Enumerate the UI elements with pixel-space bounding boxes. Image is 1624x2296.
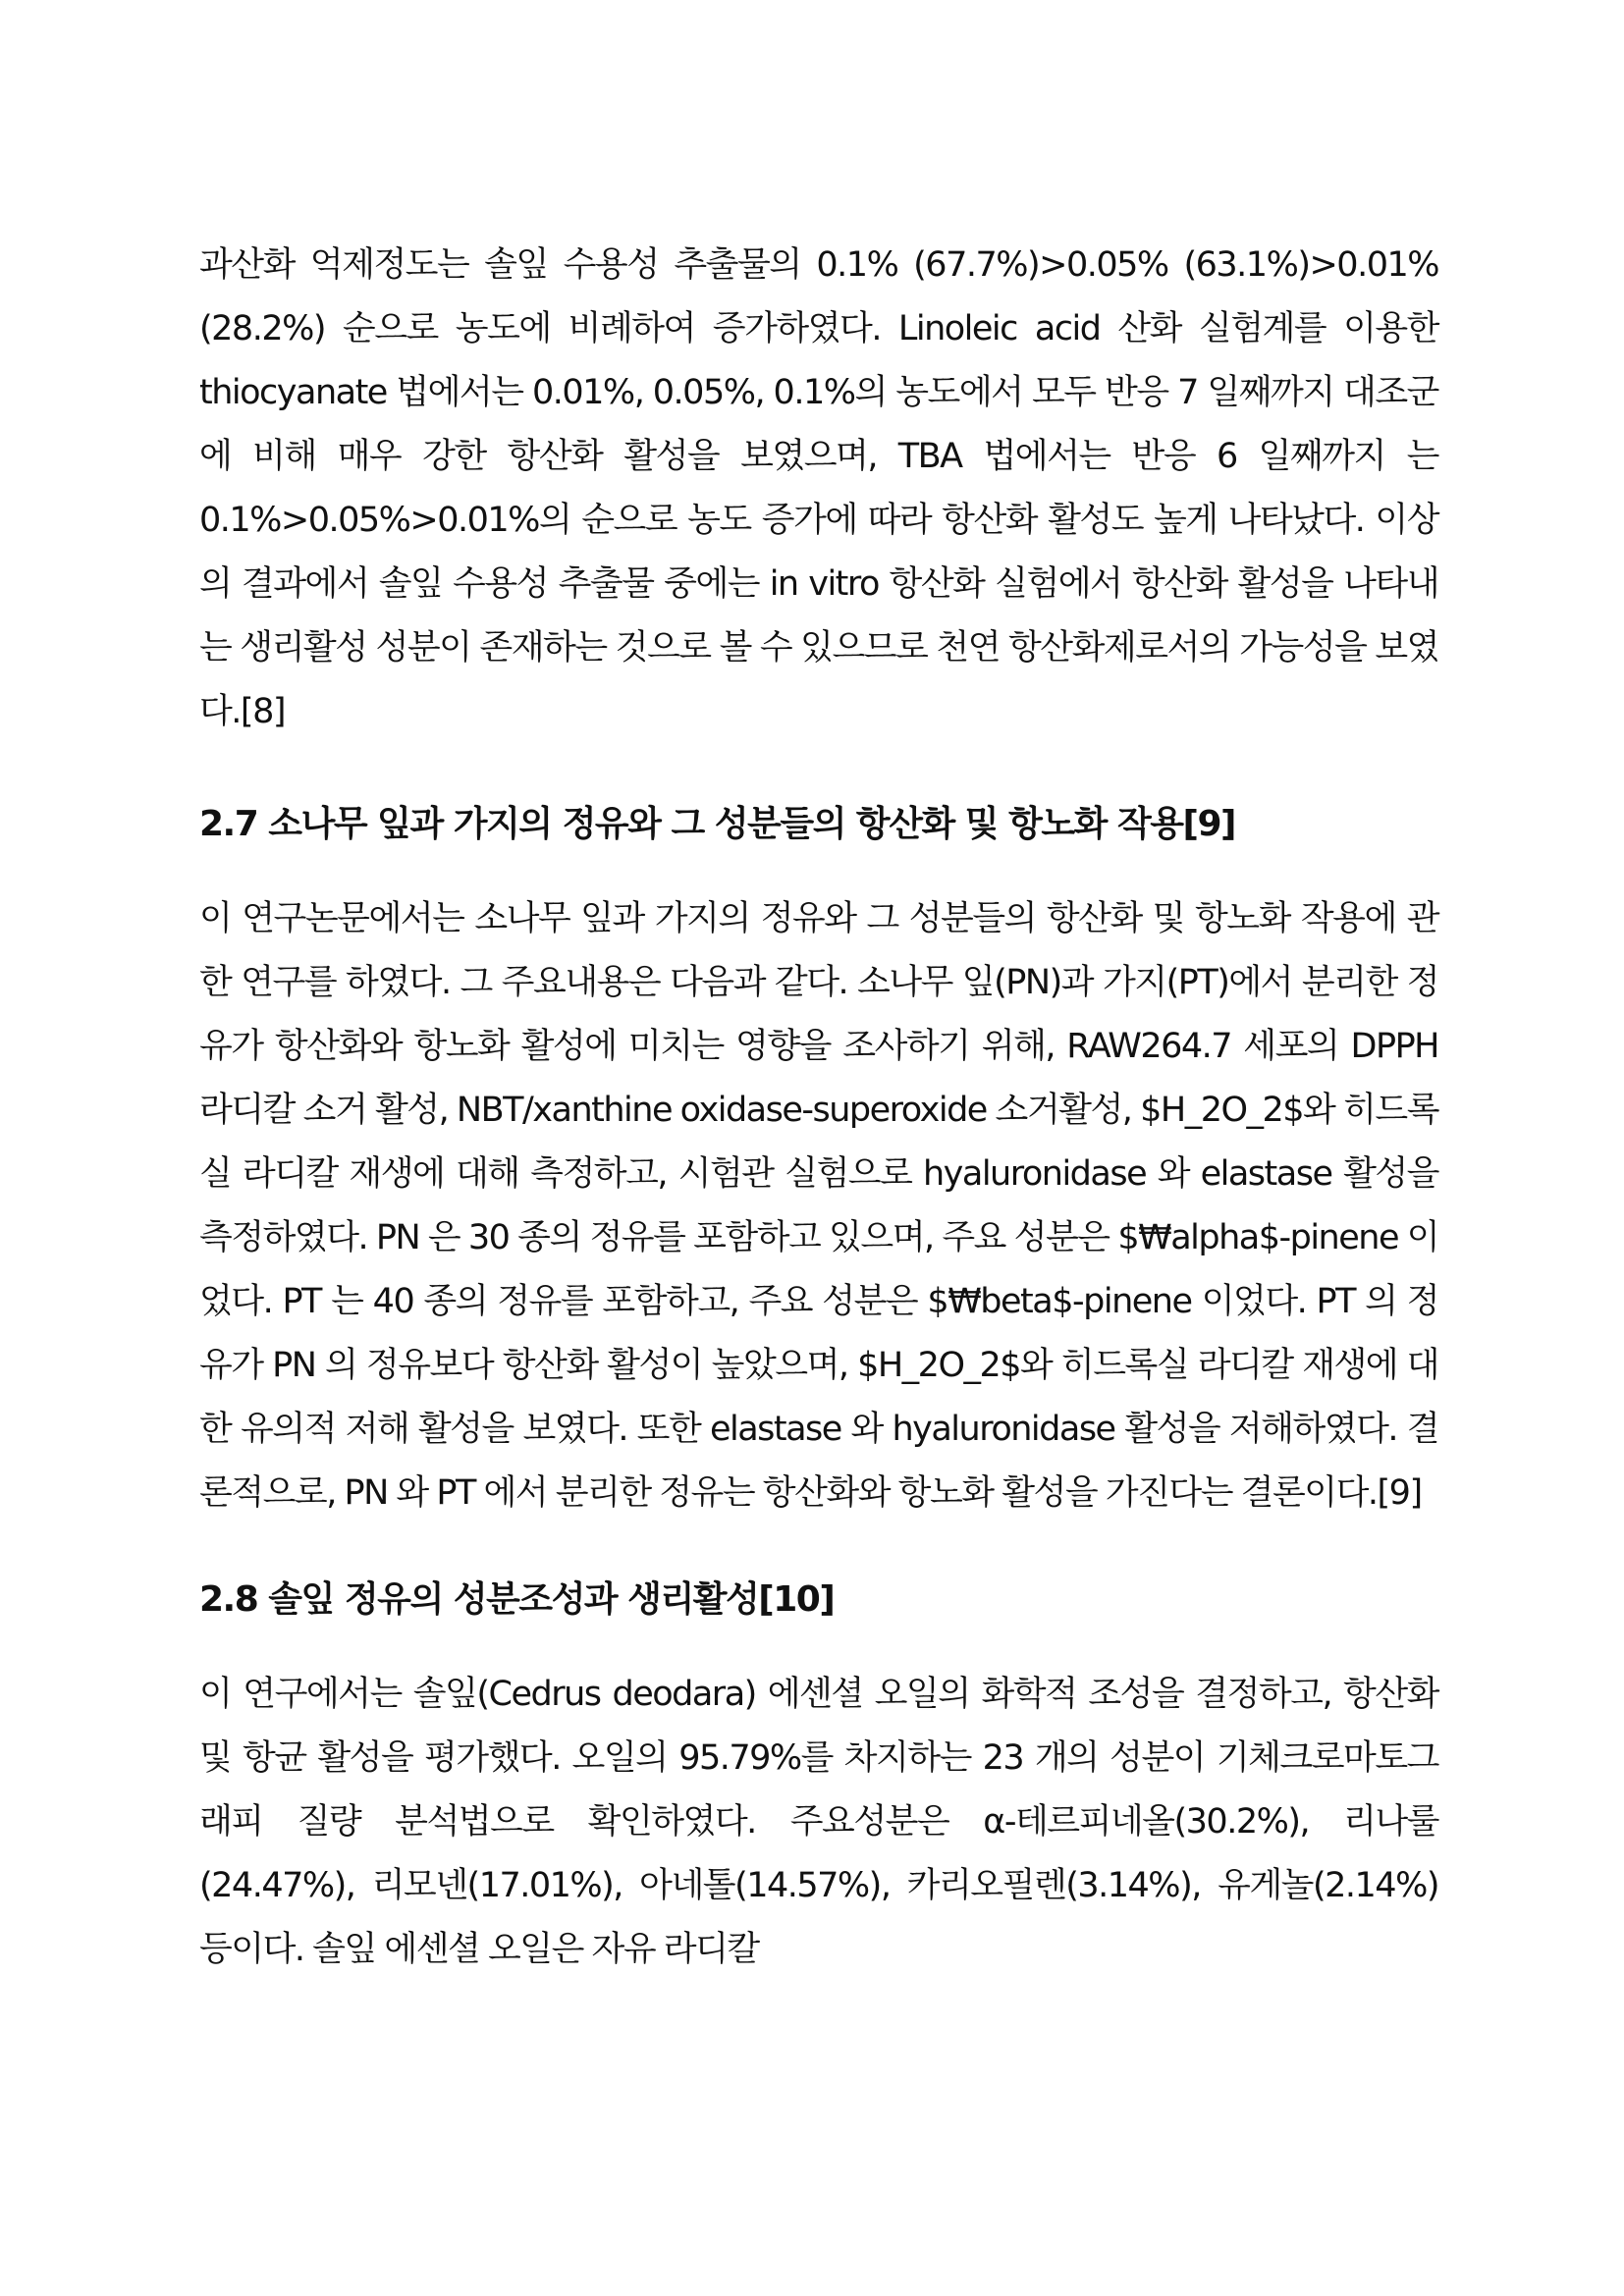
section-heading-2-7: 2.7 소나무 잎과 가지의 정유와 그 성분들의 항산화 및 항노화 작용[9]: [199, 804, 1235, 844]
document-body: [199, 234, 1438, 1982]
paragraph-pine-essential-oil-study: 이 연구논문에서는 소나무 잎과 가지의 정유와 그 성분들의 항산화 및 항노화 작용에 관한 연구를 하였다. 그 주요내용은 다음과 같다. 소나무 잎(PN)과 가지(PT)에서 분리한 정유가 항산화와 항노화 활성에 미치는 영향을 조사하기 위해, RAW264.7 세포의 DPPH 라디칼 소거 활성, NBT/xanthine oxidase-superoxide 소거활성, $H_2O_2$와 히드록실 라디칼 재생에 대해 측정하고, 시험관 실험으로 hyaluronidase 와 elastase 활성을 측정하였다. PN 은 30 종의 정유를 포함하고 있으며, 주요 성분은 $₩alpha$-pinene 이었다. PT 는 40 종의 정유를 포함하고, 주요 성분은 $₩beta$-pinene 이었다. PT 의 정유가 PN 의 정유보다 항산화 활성이 높았으며, $H_2O_2$와 히드록실 라디칼 재생에 대한 유의적 저해 활성을 보였다. 또한 elastase 와 hyaluronidase 활성을 저해하였다. 결론적으로, PN 와 PT 에서 분리한 정유는 항산화와 항노화 활성을 가진다는 결론이다.[9]: [199, 899, 1438, 1513]
paragraph-cedrus-oil-composition: 이 연구에서는 솔잎(Cedrus deodara) 에센셜 오일의 화학적 조성을 결정하고, 항산화 및 항균 활성을 평가했다. 오일의 95.79%를 차지하는 23 개의 성분이 기체크로마토그래피 질량 분석법으로 확인하였다. 주요성분은 α-테르피네올(30.2%), 리나룰(24.47%), 리모넨(17.01%), 아네톨(14.57%), 카리오필렌(3.14%), 유게놀(2.14%) 등이다. 솔잎 에센셜 오일은 자유 라디칼: [199, 1675, 1438, 1969]
paragraph-antioxidant-results: 과산화 억제정도는 솔잎 수용성 추출물의 0.1% (67.7%)>0.05% (63.1%)>0.01%(28.2%) 순으로 농도에 비례하여 증가하였다. Linoleic acid 산화 실험계를 이용한 thiocyanate 법에서는 0.01%, 0.05%, 0.1%의 농도에서 모두 반응 7 일째까지 대조군에 비해 매우 강한 항산화 활성을 보였으며, TBA 법에서는 반응 6 일째까지 는 0.1%>0.05%>0.01%의 순으로 농도 증가에 따라 항산화 활성도 높게 나타났다. 이상의 결과에서 솔잎 수용성 추출물 중에는 in vitro 항산화 실험에서 항산화 활성을 나타내는 생리활성 성분이 존재하는 것으로 볼 수 있으므로 천연 항산화제로서의 가능성을 보였다.[8]: [199, 245, 1438, 731]
section-heading-2-8: 2.8 솔잎 정유의 성분조성과 생리활성[10]: [199, 1579, 835, 1620]
